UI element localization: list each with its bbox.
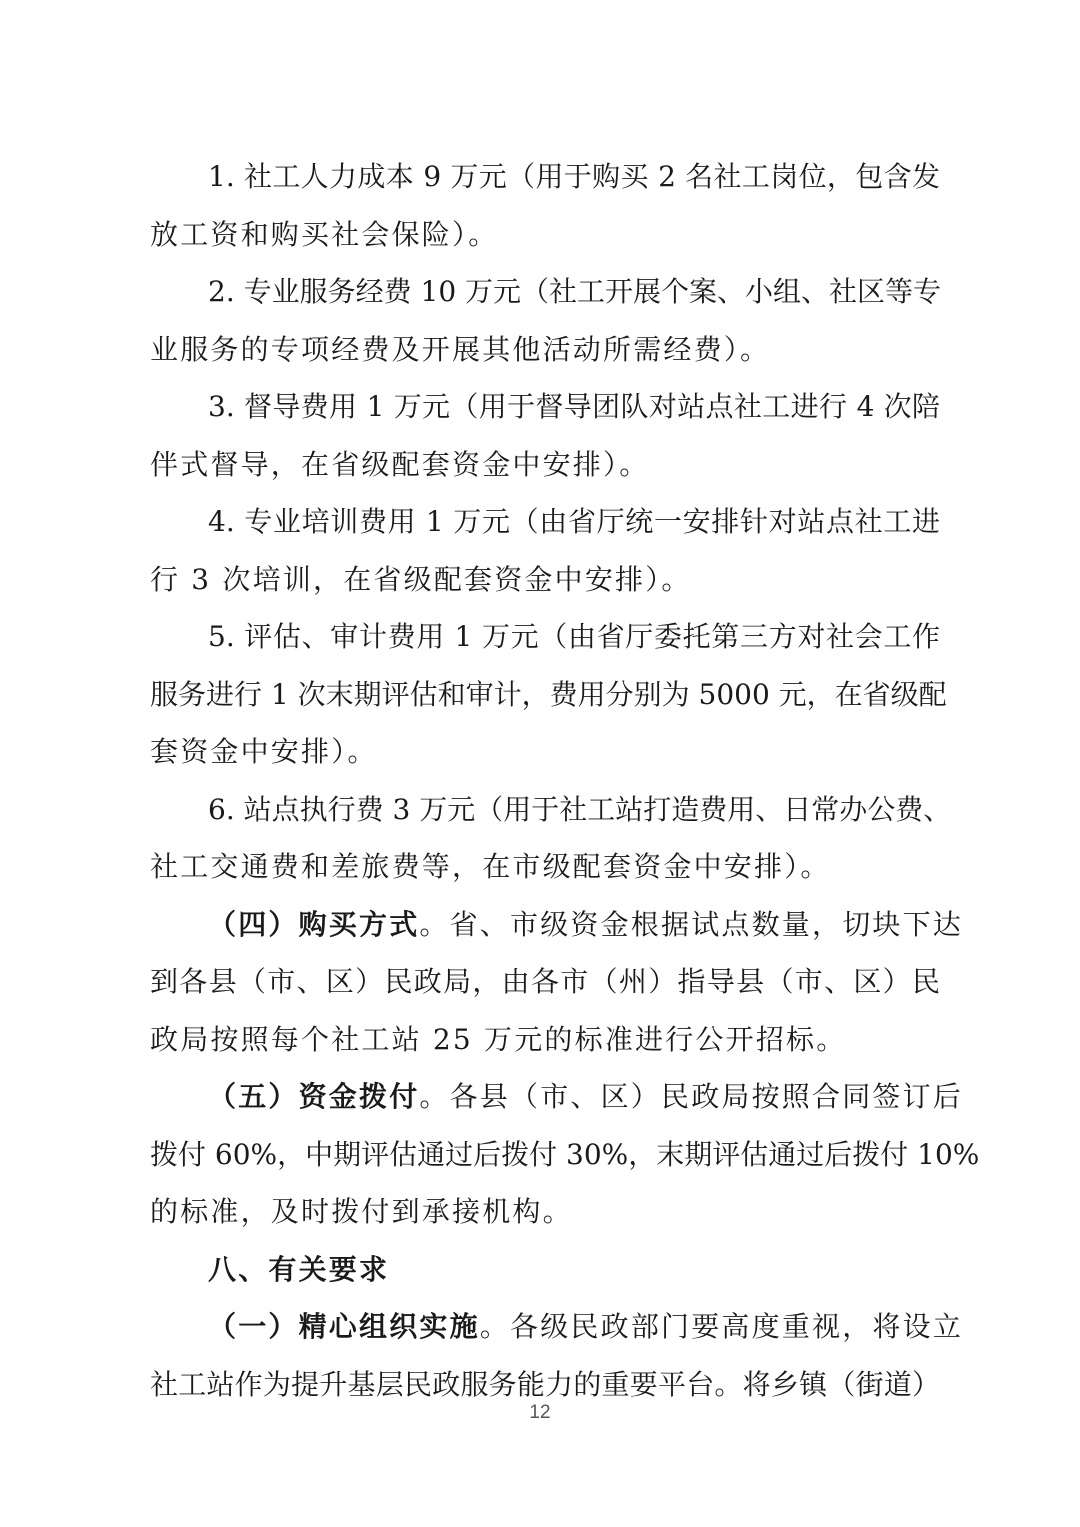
paragraph-line: 1. 社工人力成本 9 万元（用于购买 2 名社工岗位，包含发 xyxy=(208,160,940,193)
paragraph-line: 社工交通费和差旅费等，在市级配套资金中安排）。 xyxy=(150,850,831,883)
section-5-first-line xyxy=(150,1068,964,1126)
section-heading-8: 八、有关要求 xyxy=(208,1252,390,1286)
paragraph-line: 5. 评估、审计费用 1 万元（由省厅委托第三方对社会工作 xyxy=(208,620,940,653)
paragraph-line: 政局按照每个社工站 25 万元的标准进行公开招标。 xyxy=(150,1022,847,1056)
document-body xyxy=(150,148,980,1413)
paragraph-line: 3. 督导费用 1 万元（用于督导团队对站点社工进行 4 次陪 xyxy=(208,390,940,423)
paragraph-line: 行 3 次培训，在省级配套资金中安排）。 xyxy=(150,562,692,596)
paragraph-line: 服务进行 1 次末期评估和审计，费用分别为 5000 元，在省级配 xyxy=(150,677,947,711)
paragraph-line: 的标准，及时拨付到承接机构。 xyxy=(150,1195,573,1228)
page-number: 12 xyxy=(529,1402,551,1423)
section-5-text: 。各县（市、区）民政局按照合同签订后 xyxy=(419,1080,964,1113)
section-5-title: （五）资金拨付 xyxy=(208,1080,420,1113)
paragraph-line: 伴式督导，在省级配套资金中安排）。 xyxy=(150,447,650,481)
paragraph-line: 社工站作为提升基层民政服务能力的重要平台。将乡镇（街道） xyxy=(150,1367,940,1401)
paragraph-line: 2. 专业服务经费 10 万元（社工开展个案、小组、社区等专 xyxy=(208,275,942,308)
section-4-text: 。省、市级资金根据试点数量，切块下达 xyxy=(419,907,964,941)
paragraph-line: 放工资和购买社会保险）。 xyxy=(150,217,499,251)
section-8-1-title: （一）精心组织实施 xyxy=(208,1310,480,1343)
paragraph-line: 套资金中安排）。 xyxy=(150,735,378,768)
section-4-title: （四）购买方式 xyxy=(208,907,420,941)
paragraph-line: 业服务的专项经费及开展其他活动所需经费）。 xyxy=(150,332,771,366)
section-4-first-line xyxy=(150,896,964,954)
paragraph-line: 拨付 60%，中期评估通过后拨付 30%，末期评估通过后拨付 10% xyxy=(150,1137,980,1171)
paragraph-line: 6. 站点执行费 3 万元（用于社工站打造费用、日常办公费、 xyxy=(208,792,952,826)
section-8-1-text: 。各级民政部门要高度重视，将设立 xyxy=(479,1310,964,1343)
paragraph-line: 4. 专业培训费用 1 万元（由省厅统一安排针对站点社工进 xyxy=(208,505,940,538)
section-8-1-first-line xyxy=(150,1298,964,1356)
paragraph-line: 到各县（市、区）民政局，由各市（州）指导县（市、区）民 xyxy=(150,965,940,998)
